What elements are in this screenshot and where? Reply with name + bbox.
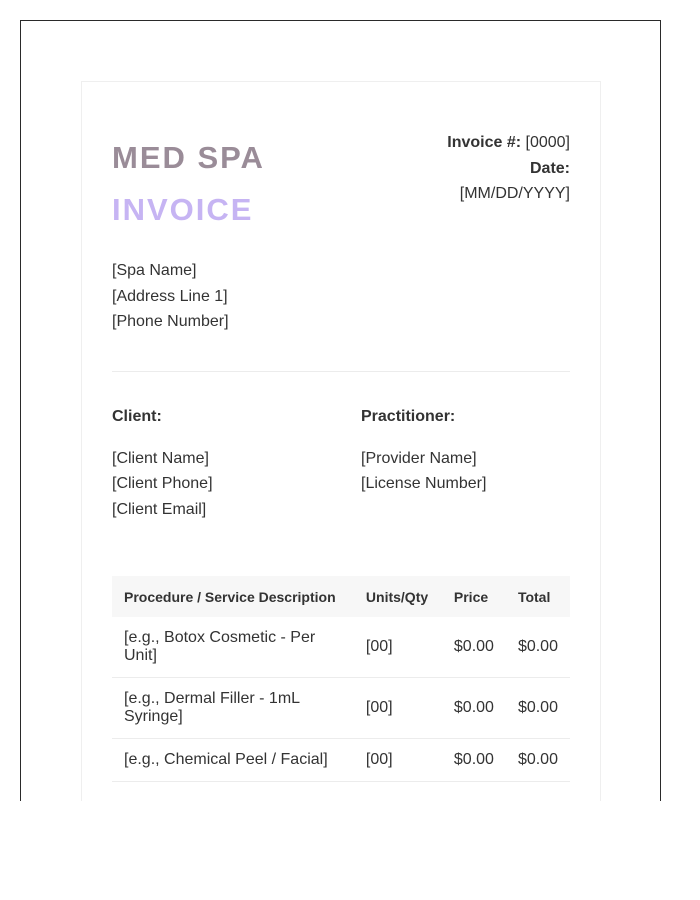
document-title: INVOICE bbox=[112, 192, 254, 227]
date-value-line bbox=[447, 181, 570, 207]
row-qty: [00] bbox=[354, 739, 442, 782]
date-line bbox=[447, 156, 570, 182]
row-qty: [00] bbox=[354, 678, 442, 739]
row-description: [e.g., Botox Cosmetic - Per Unit] bbox=[112, 617, 354, 678]
header-qty: Units/Qty bbox=[354, 576, 442, 617]
spa-info bbox=[112, 258, 229, 335]
header-total: Total bbox=[506, 576, 570, 617]
practitioner-block bbox=[361, 404, 486, 497]
header-price: Price bbox=[442, 576, 506, 617]
row-price: $0.00 bbox=[442, 617, 506, 678]
brand-name: MED SPA bbox=[112, 140, 265, 175]
practitioner-license: [License Number] bbox=[361, 475, 487, 492]
invoice-number-line bbox=[447, 130, 570, 156]
table-row bbox=[112, 617, 570, 678]
spa-address: [Address Line 1] bbox=[112, 287, 228, 305]
row-price: $0.00 bbox=[442, 739, 506, 782]
line-items-table bbox=[112, 576, 570, 782]
client-block bbox=[112, 404, 213, 522]
spa-phone: [Phone Number] bbox=[112, 313, 229, 330]
table-row bbox=[112, 678, 570, 739]
client-heading: Client: bbox=[112, 408, 162, 425]
invoice-number-value: [0000] bbox=[525, 134, 570, 151]
date-value: [MM/DD/YYYY] bbox=[459, 185, 570, 202]
section-divider bbox=[112, 371, 570, 372]
row-total: $0.00 bbox=[506, 739, 570, 782]
header-description: Procedure / Service Description bbox=[112, 576, 354, 617]
practitioner-name: [Provider Name] bbox=[361, 449, 477, 467]
table-header-row bbox=[112, 576, 570, 617]
invoice-number-label: Invoice #: bbox=[447, 134, 522, 151]
client-name: [Client Name] bbox=[112, 449, 209, 467]
row-total: $0.00 bbox=[506, 617, 570, 678]
date-label: Date: bbox=[529, 159, 570, 177]
spa-name: [Spa Name] bbox=[112, 262, 197, 279]
table-row bbox=[112, 739, 570, 782]
row-price: $0.00 bbox=[442, 678, 506, 739]
row-qty: [00] bbox=[354, 617, 442, 678]
row-description: [e.g., Chemical Peel / Facial] bbox=[112, 739, 354, 782]
invoice-page bbox=[81, 81, 601, 801]
invoice-meta bbox=[447, 130, 570, 207]
row-total: $0.00 bbox=[506, 678, 570, 739]
practitioner-heading: Practitioner: bbox=[361, 408, 456, 425]
row-description: [e.g., Dermal Filler - 1mL Syringe] bbox=[112, 678, 354, 739]
client-phone: [Client Phone] bbox=[112, 475, 213, 492]
client-email: [Client Email] bbox=[112, 500, 207, 518]
